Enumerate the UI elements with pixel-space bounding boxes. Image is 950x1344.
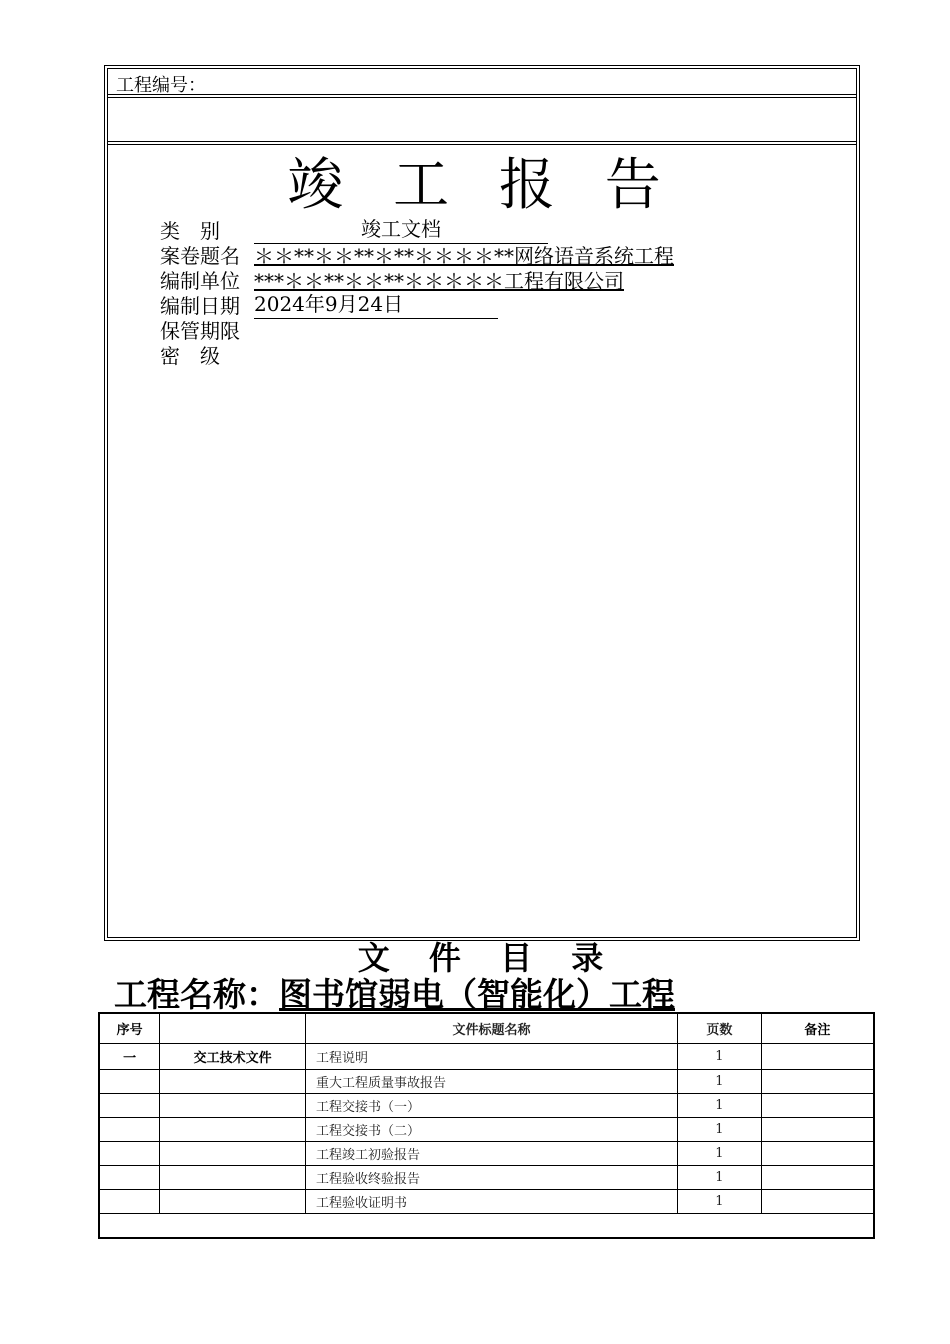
divider bbox=[108, 144, 856, 145]
cell-category bbox=[160, 1141, 306, 1165]
cell-doc-title: 重大工程质量事故报告 bbox=[305, 1069, 677, 1093]
cell-seq: 一 bbox=[99, 1043, 160, 1069]
cell-category bbox=[160, 1165, 306, 1189]
header-category bbox=[160, 1013, 306, 1043]
table-row bbox=[99, 1093, 874, 1117]
field-label: 保管期限 bbox=[160, 319, 240, 343]
field-category bbox=[160, 219, 674, 244]
cell-remark bbox=[761, 1093, 874, 1117]
field-volume-title bbox=[160, 244, 674, 269]
cell-pages: 1 bbox=[677, 1165, 761, 1189]
cell-pages: 1 bbox=[677, 1043, 761, 1069]
cell-doc-title: 工程验收证明书 bbox=[305, 1189, 677, 1213]
divider bbox=[108, 94, 856, 95]
cell-remark bbox=[761, 1141, 874, 1165]
cell-seq bbox=[99, 1141, 160, 1165]
table-row-blank bbox=[99, 1213, 874, 1238]
field-value: 2024年9月24日 bbox=[254, 294, 498, 319]
divider bbox=[108, 141, 856, 142]
field-label: 编制日期 bbox=[160, 294, 240, 318]
field-label: 类 别 bbox=[160, 219, 220, 243]
divider bbox=[108, 97, 856, 98]
cell-doc-title: 工程验收终验报告 bbox=[305, 1165, 677, 1189]
cell-pages: 1 bbox=[677, 1117, 761, 1141]
cell-seq bbox=[99, 1093, 160, 1117]
field-label: 密 级 bbox=[160, 344, 220, 368]
cell-seq bbox=[99, 1069, 160, 1093]
project-name bbox=[114, 974, 675, 1016]
cell-remark bbox=[761, 1117, 874, 1141]
cell-doc-title: 工程说明 bbox=[305, 1043, 677, 1069]
blank-cell bbox=[99, 1213, 874, 1238]
cell-pages: 1 bbox=[677, 1189, 761, 1213]
report-title: 竣 工 报 告 bbox=[287, 153, 677, 218]
field-retention bbox=[160, 319, 674, 344]
field-security-level bbox=[160, 344, 674, 369]
cell-pages: 1 bbox=[677, 1141, 761, 1165]
table-row bbox=[99, 1069, 874, 1093]
field-date bbox=[160, 294, 674, 319]
project-name-value: 图书馆弱电（智能化）工程 bbox=[279, 975, 675, 1014]
table-row bbox=[99, 1141, 874, 1165]
field-value: 竣工文档 bbox=[254, 219, 548, 244]
cover-page bbox=[104, 65, 860, 941]
header-remark: 备注 bbox=[761, 1013, 874, 1043]
field-value: ＊＊**＊＊**＊**＊＊＊＊**网络语音系统工程 bbox=[254, 244, 674, 268]
field-value: ***＊＊**＊＊**＊＊＊＊＊工程有限公司 bbox=[254, 269, 624, 293]
field-label: 案卷题名 bbox=[160, 244, 240, 268]
cover-fields bbox=[160, 219, 674, 369]
header-seq: 序号 bbox=[99, 1013, 160, 1043]
cell-seq bbox=[99, 1189, 160, 1213]
cell-category bbox=[160, 1093, 306, 1117]
cell-pages: 1 bbox=[677, 1069, 761, 1093]
field-label: 编制单位 bbox=[160, 269, 240, 293]
header-doc-title: 文件标题名称 bbox=[305, 1013, 677, 1043]
cell-remark bbox=[761, 1043, 874, 1069]
table-row bbox=[99, 1117, 874, 1141]
directory-table bbox=[98, 1012, 875, 1239]
cell-category bbox=[160, 1189, 306, 1213]
cell-category: 交工技术文件 bbox=[160, 1043, 306, 1069]
cell-category bbox=[160, 1069, 306, 1093]
cell-seq bbox=[99, 1165, 160, 1189]
cell-seq bbox=[99, 1117, 160, 1141]
cell-remark bbox=[761, 1189, 874, 1213]
cell-doc-title: 工程交接书（二） bbox=[305, 1117, 677, 1141]
cover-frame bbox=[107, 68, 857, 938]
table-row bbox=[99, 1165, 874, 1189]
table-row bbox=[99, 1189, 874, 1213]
header-pages: 页数 bbox=[677, 1013, 761, 1043]
directory-title: 文 件 目 录 bbox=[357, 939, 618, 977]
cell-category bbox=[160, 1117, 306, 1141]
cell-remark bbox=[761, 1165, 874, 1189]
cell-doc-title: 工程交接书（一） bbox=[305, 1093, 677, 1117]
cell-pages: 1 bbox=[677, 1093, 761, 1117]
cell-remark bbox=[761, 1069, 874, 1093]
table-row bbox=[99, 1043, 874, 1069]
project-name-label: 工程名称： bbox=[114, 975, 279, 1014]
project-number-label: 工程编号： bbox=[116, 75, 206, 96]
table-header bbox=[99, 1013, 874, 1043]
cell-doc-title: 工程竣工初验报告 bbox=[305, 1141, 677, 1165]
field-compiler bbox=[160, 269, 674, 294]
